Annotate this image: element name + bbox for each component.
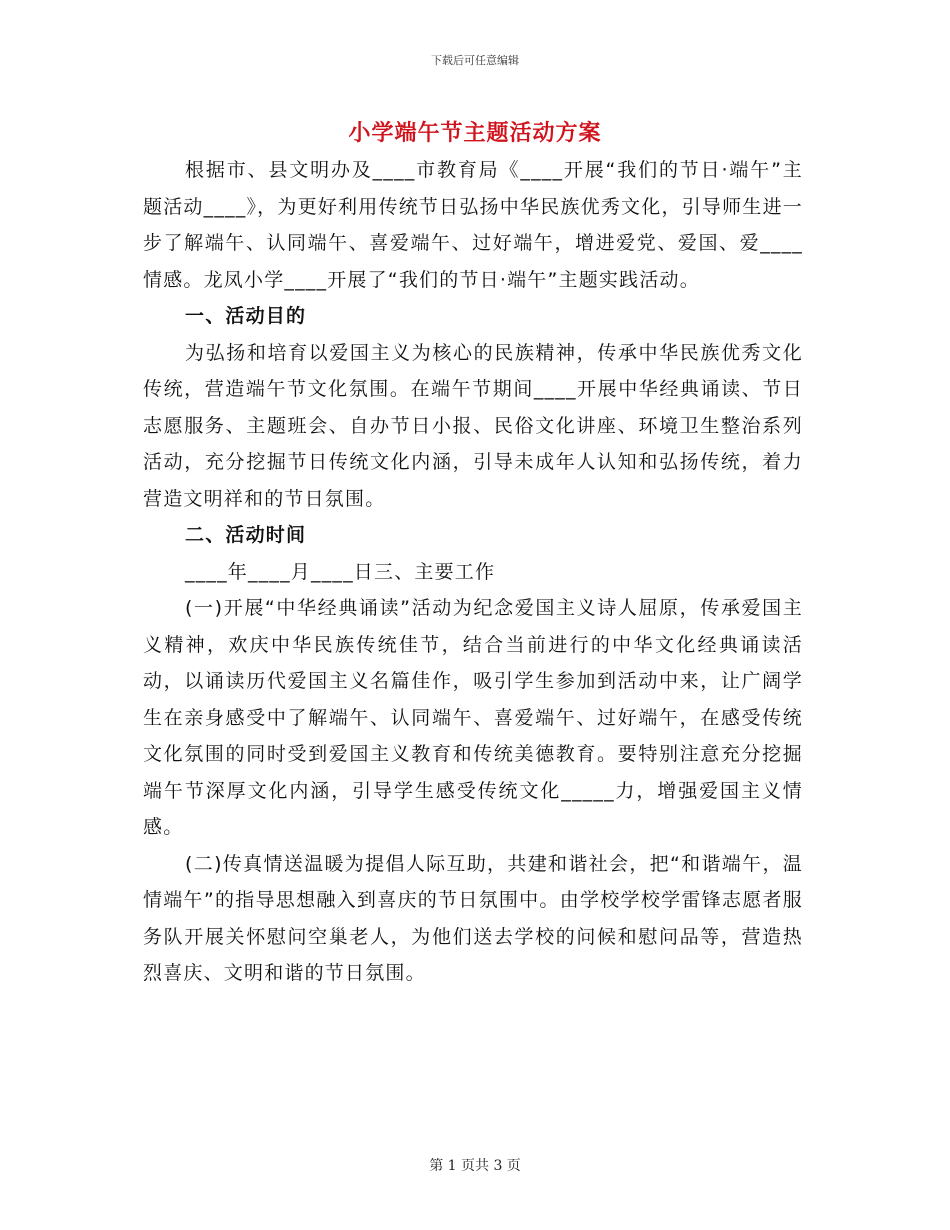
document-title: 小学端午节主题活动方案 bbox=[348, 120, 602, 146]
work-item-2: (二)传真情送温暖为提倡人际互助，共建和谐社会，把“和谐端午，温情端午”的指导思想融入到喜庆的节日氛围中。由学校学校学雷锋志愿者服务队开展关怀慰问空巢老人，为他们送去学校的问候和慰问品等，营造热烈喜庆、文明和谐的节日氛围。 bbox=[143, 852, 803, 984]
intro-paragraph: 根据市、县文明办及____市教育局《____开展“我们的节日·端午”主题活动____》，为更好利用传统节日弘扬中华民族优秀文化，引导师生进一步了解端午、认同端午、喜爱端午、过好端午，增进爱党、爱国、爱____情感。龙凤小学____开展了“我们的节日·端午”主题实践活动。 bbox=[143, 159, 803, 291]
work-item-1: (一)开展“中华经典诵读”活动为纪念爱国主义诗人屈原，传承爱国主义精神，欢庆中华民族传统佳节，结合当前进行的中华文化经典诵读活动，以诵读历代爱国主义名篇佳作，吸引学生参加到活动中来，让广阔学生在亲身感受中了解端午、认同端午、喜爱端午、过好端午，在感受传统文化氛围的同时受到爱国主义教育和传统美德教育。要特别注意充分挖掘端午节深厚文化内涵，引导学生感受传统文化_____力，增强爱国主义情感。 bbox=[143, 597, 803, 838]
section-heading-time: 二、活动时间 bbox=[185, 524, 307, 546]
header-note: 下载后可任意编辑 bbox=[431, 54, 519, 67]
time-paragraph: ____年____月____日三、主要工作 bbox=[185, 560, 496, 583]
purpose-paragraph: 为弘扬和培育以爱国主义为核心的民族精神，传承中华民族优秀文化传统，营造端午节文化氛围。在端午节期间____开展中华经典诵读、节日志愿服务、主题班会、自办节日小报、民俗文化讲座、环境卫生整治系列活动，充分挖掘节日传统文化内涵，引导未成年人认知和弘扬传统，着力营造文明祥和的节日氛围。 bbox=[143, 341, 803, 510]
section-heading-purpose: 一、活动目的 bbox=[185, 305, 307, 327]
page-footer: 第 1 页共 3 页 bbox=[429, 1158, 521, 1174]
document-body bbox=[143, 152, 803, 992]
